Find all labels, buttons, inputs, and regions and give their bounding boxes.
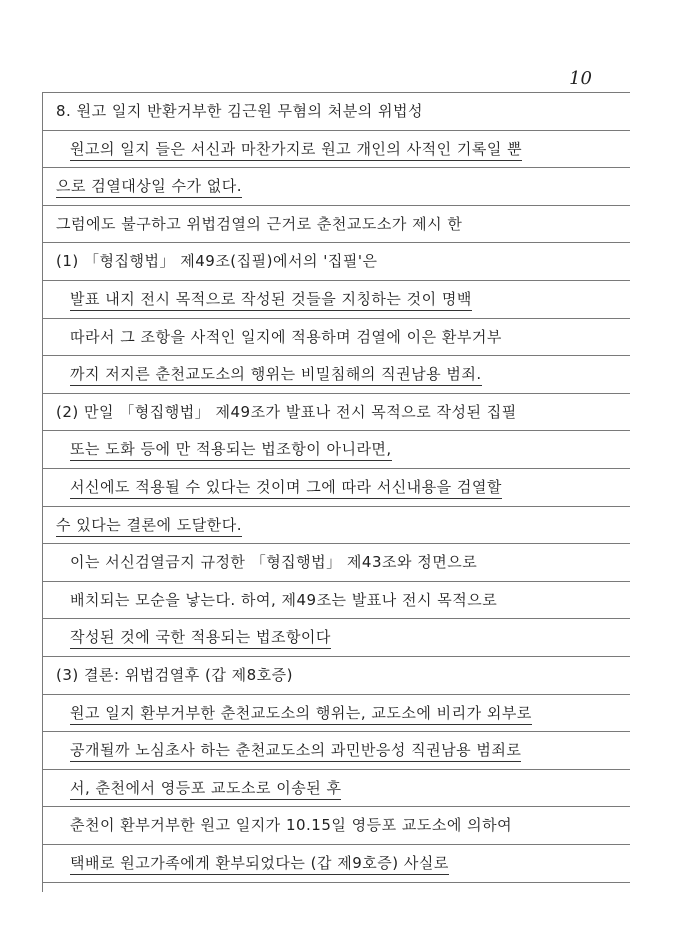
text-line — [56, 698, 640, 728]
ruled-line — [42, 130, 630, 131]
text-line — [56, 96, 626, 126]
text-line-content: 수 있다는 결론에 도달한다. — [56, 514, 242, 537]
text-line — [56, 510, 626, 540]
text-line — [56, 134, 640, 164]
ruled-line — [42, 205, 630, 206]
ruled-line — [42, 543, 630, 544]
text-line-content: 또는 도화 등에 만 적용되는 법조항이 아니라면, — [70, 438, 392, 461]
text-line-content: 8. 원고 일지 반환거부한 김근원 무혐의 처분의 위법성 — [56, 102, 423, 120]
ruled-line — [42, 694, 630, 695]
text-line-content: (3) 결론: 위법검열후 (갑 제8호증) — [56, 666, 294, 684]
ruled-line — [42, 581, 630, 582]
text-line-content: 서신에도 적용될 수 있다는 것이며 그에 따라 서신내용을 검열할 — [70, 476, 502, 499]
text-line-content: 택배로 원고가족에게 환부되었다는 (갑 제9호증) 사실로 — [70, 852, 449, 875]
text-line — [56, 585, 640, 615]
ruled-line — [42, 844, 630, 845]
text-line-content: 이는 서신검열금지 규정한 「형집행법」 제43조와 정면으로 — [70, 553, 478, 572]
text-line — [56, 434, 640, 464]
lined-paper — [42, 92, 630, 892]
text-line-content: 까지 저지른 춘천교도소의 행위는 비밀침해의 직권남용 범죄. — [70, 363, 482, 386]
text-line-content: 원고의 일지 들은 서신과 마찬가지로 원고 개인의 사적인 기록일 뿐 — [70, 138, 522, 161]
text-line — [56, 810, 640, 840]
text-line — [56, 397, 626, 427]
text-line-content: 배치되는 모순을 낳는다. 하여, 제49조는 발표나 전시 목적으로 — [70, 590, 498, 609]
text-line — [56, 660, 626, 690]
page-number: 10 — [569, 68, 592, 89]
text-line — [56, 848, 640, 878]
ruled-line — [42, 618, 630, 619]
text-line — [56, 547, 640, 577]
text-line-content: 서, 춘천에서 영등포 교도소로 이송된 후 — [70, 777, 341, 800]
text-line — [56, 472, 640, 502]
ruled-line — [42, 656, 630, 657]
text-line — [56, 171, 626, 201]
ruled-line — [42, 167, 630, 168]
ruled-line — [42, 318, 630, 319]
text-line-content: 발표 내지 전시 목적으로 작성된 것들을 지칭하는 것이 명백 — [70, 288, 472, 311]
text-line — [56, 322, 640, 352]
text-line — [56, 359, 640, 389]
text-line-content: 작성된 것에 국한 적용되는 법조항이다 — [70, 626, 331, 649]
text-line — [56, 246, 626, 276]
text-line-content: 춘천이 환부거부한 원고 일지가 10.15일 영등포 교도소에 의하여 — [70, 816, 513, 835]
ruled-line — [42, 393, 630, 394]
ruled-line — [42, 430, 630, 431]
text-line — [56, 735, 640, 765]
ruled-line — [42, 731, 630, 732]
text-line — [56, 622, 640, 652]
text-line-content: (2) 만일 「형집행법」 제49조가 발표나 전시 목적으로 작성된 집필 — [56, 402, 517, 421]
text-line — [56, 284, 640, 314]
ruled-line — [42, 506, 630, 507]
text-line-content: 그럼에도 불구하고 위법검열의 근거로 춘천교도소가 제시 한 — [56, 214, 463, 233]
ruled-line — [42, 280, 630, 281]
text-line-content: 공개될까 노심초사 하는 춘천교도소의 과민반응성 직권남용 범죄로 — [70, 739, 521, 762]
text-line-content: 원고 일지 환부거부한 춘천교도소의 행위는, 교도소에 비리가 외부로 — [70, 702, 532, 725]
ruled-line — [42, 92, 630, 93]
ruled-line — [42, 769, 630, 770]
text-line-content: 으로 검열대상일 수가 없다. — [56, 175, 242, 198]
ruled-line — [42, 242, 630, 243]
ruled-line — [42, 806, 630, 807]
text-line — [56, 209, 626, 239]
ruled-line — [42, 468, 630, 469]
left-margin-line — [42, 92, 43, 892]
text-line-content: 따라서 그 조항을 사적인 일지에 적용하며 검열에 이은 환부거부 — [70, 327, 502, 346]
text-line — [56, 773, 640, 803]
ruled-line — [42, 355, 630, 356]
ruled-line — [42, 882, 630, 883]
text-line-content: (1) 「형집행법」 제49조(집필)에서의 '집필'은 — [56, 252, 378, 271]
